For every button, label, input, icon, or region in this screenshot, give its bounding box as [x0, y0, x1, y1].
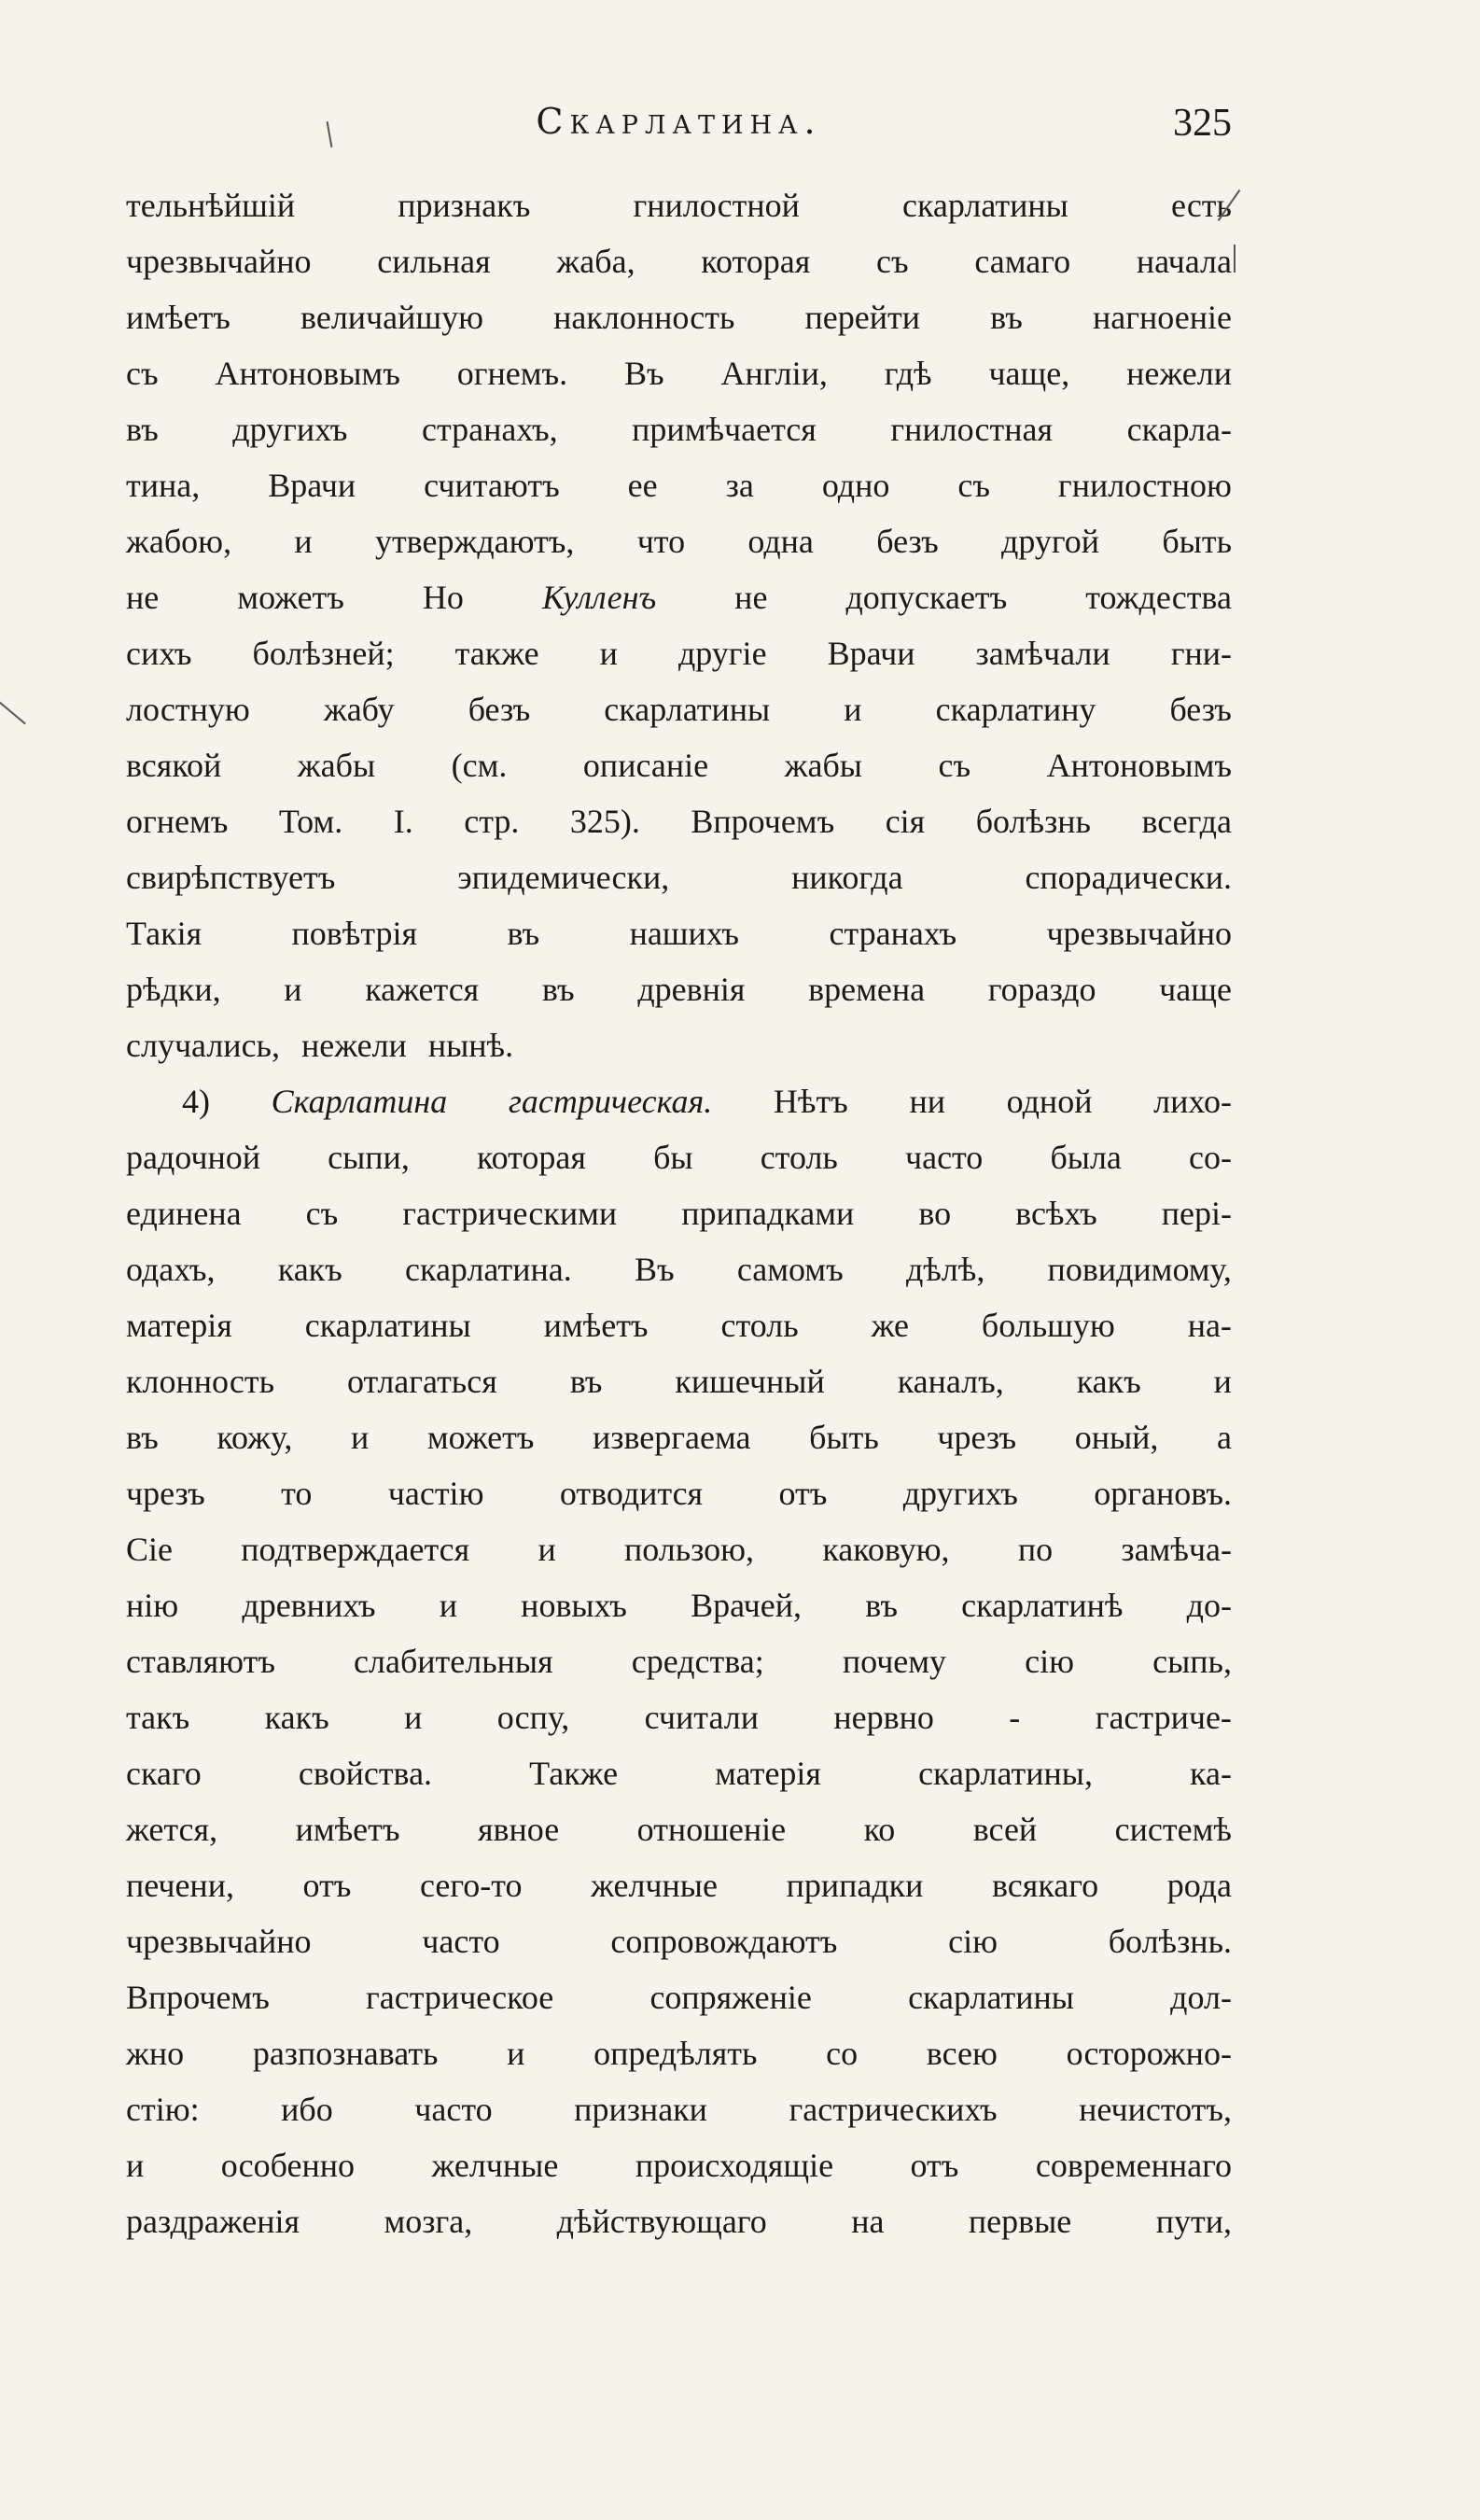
text-line	[126, 289, 1232, 345]
word: разпознавать	[252, 2035, 439, 2072]
word: чрезъ	[937, 1419, 1017, 1456]
word: по	[1017, 1531, 1054, 1568]
word: Скарлатина	[271, 1083, 448, 1120]
word: другіе	[677, 635, 767, 672]
word: признакъ	[398, 187, 531, 224]
word: не	[126, 579, 160, 616]
word: одна	[747, 523, 814, 560]
word: считали	[644, 1699, 759, 1736]
text-line	[126, 905, 1232, 961]
word: Впрочемъ	[691, 803, 835, 840]
word: припадки	[786, 1867, 924, 1904]
word: отводится	[559, 1475, 704, 1512]
word: же	[871, 1307, 909, 1344]
word: считаютъ	[424, 467, 560, 504]
word: особенно	[220, 2147, 355, 2184]
page-header	[126, 101, 1232, 157]
word: гастриче-	[1095, 1699, 1232, 1736]
word: происходящіе	[635, 2147, 834, 2184]
word: отлагаться	[346, 1363, 497, 1400]
word: всякой	[126, 747, 222, 784]
word: дѣйствующаго	[556, 2203, 767, 2240]
word: извергаема	[593, 1419, 751, 1456]
word: подтверждается	[241, 1531, 470, 1568]
word: ставляютъ	[126, 1643, 275, 1680]
text-line	[126, 1353, 1232, 1409]
word: одно	[821, 467, 890, 504]
word: гастрическая.	[508, 1083, 713, 1120]
word: дол-	[1170, 1979, 1232, 2016]
word: столь	[720, 1307, 799, 1344]
word: Въ	[634, 1251, 675, 1288]
word: на-	[1187, 1307, 1232, 1344]
word: перейти	[804, 299, 921, 336]
word: странахъ,	[421, 411, 558, 448]
word: желчные	[431, 2147, 559, 2184]
word: печени,	[126, 1867, 234, 1904]
word: въ	[865, 1587, 898, 1624]
word: замѣча-	[1121, 1531, 1232, 1568]
word: другой	[1001, 523, 1100, 560]
word: Нѣтъ	[773, 1083, 848, 1120]
word: нашихъ	[629, 915, 740, 952]
word: кожу,	[216, 1419, 293, 1456]
word: болѣзнь	[975, 803, 1091, 840]
word: древнихъ	[242, 1587, 376, 1624]
word: такъ	[126, 1699, 190, 1736]
text-line	[126, 1801, 1232, 1857]
word: часто	[422, 1923, 500, 1960]
word: за	[725, 467, 754, 504]
word: сію	[948, 1923, 998, 1960]
word: стію:	[126, 2091, 200, 2128]
word: сопровождаютъ	[610, 1923, 838, 1960]
word: всей	[972, 1811, 1038, 1848]
word: сію	[1025, 1643, 1075, 1680]
word: современнаго	[1035, 2147, 1232, 2184]
word: ка-	[1190, 1755, 1232, 1792]
word: нервно	[833, 1699, 934, 1736]
text-line	[126, 1129, 1232, 1185]
word: системѣ	[1114, 1811, 1232, 1848]
word: сопряженіе	[649, 1979, 812, 2016]
word: времена	[808, 971, 926, 1008]
word: скарлатины	[901, 187, 1068, 224]
text-line	[126, 2025, 1232, 2081]
word: гнилостной	[633, 187, 800, 224]
word: пути,	[1155, 2203, 1232, 2240]
word: скарлатины,	[918, 1755, 1093, 1792]
word: гастрическими	[402, 1195, 618, 1232]
word: что	[636, 523, 686, 560]
word: чрезвычайно	[126, 243, 312, 280]
word: а	[1217, 1419, 1232, 1456]
word: можетъ	[426, 1419, 535, 1456]
word: Но	[422, 579, 464, 616]
word: всегда	[1141, 803, 1232, 840]
word: быть	[809, 1419, 879, 1456]
word: одахъ,	[126, 1251, 216, 1288]
word: Врачей,	[691, 1587, 802, 1624]
word: во	[918, 1195, 952, 1232]
word: отъ	[302, 1867, 352, 1904]
text-line	[126, 1017, 1232, 1073]
word: до-	[1186, 1587, 1232, 1624]
word: которая	[476, 1139, 586, 1176]
word: всею	[926, 2035, 998, 2072]
word: чрезъ	[126, 1475, 205, 1512]
word: гдѣ	[884, 355, 932, 392]
word: опредѣлять	[593, 2035, 758, 2072]
word: имѣетъ	[543, 1307, 649, 1344]
text-line	[126, 1969, 1232, 2025]
word: въ	[990, 299, 1023, 336]
word: частію	[387, 1475, 484, 1512]
word: Сіе	[126, 1531, 173, 1568]
word: стр.	[464, 803, 520, 840]
word: ко	[863, 1811, 896, 1848]
word: въ	[569, 1363, 603, 1400]
word: жется,	[126, 1811, 218, 1848]
word: и	[538, 1531, 556, 1568]
word: лихо-	[1153, 1083, 1232, 1120]
word: раздраженія	[126, 2203, 300, 2240]
word: часто	[414, 2091, 493, 2128]
word: столь	[760, 1139, 838, 1176]
text-line	[126, 961, 1232, 1017]
running-title: Скарлатина.	[536, 101, 822, 142]
margin-mark	[1234, 245, 1236, 273]
word: самомъ	[736, 1251, 844, 1288]
word: рода	[1166, 1867, 1232, 1904]
text-line	[126, 737, 1232, 793]
word: часто	[904, 1139, 984, 1176]
word: почему	[842, 1643, 947, 1680]
text-line	[126, 1745, 1232, 1801]
word: имѣетъ	[126, 299, 230, 336]
text-line	[126, 2193, 1232, 2249]
word: въ	[126, 1419, 159, 1456]
word: древнія	[637, 971, 746, 1008]
word: и	[126, 2147, 145, 2184]
word: скарлатины	[304, 1307, 471, 1344]
word: наклонность	[553, 299, 735, 336]
word: сія	[885, 803, 926, 840]
text-line	[126, 1857, 1232, 1913]
word: утверждаютъ,	[374, 523, 575, 560]
word: свойства.	[298, 1755, 433, 1792]
text-line	[126, 1185, 1232, 1241]
word: Врачи	[827, 635, 915, 672]
word: слабительныя	[354, 1643, 553, 1680]
text-line	[126, 1633, 1232, 1689]
word: кишечный	[675, 1363, 825, 1400]
word: первые	[968, 2203, 1072, 2240]
word: сыпи,	[328, 1139, 410, 1176]
word: также	[454, 635, 539, 672]
word: болѣзней;	[252, 635, 395, 672]
word: повидимому,	[1047, 1251, 1232, 1288]
word: Антоновымъ	[215, 355, 400, 392]
text-line	[126, 1913, 1232, 1969]
line-text: случались, нежели нынѣ.	[126, 1027, 514, 1064]
word: каковую,	[822, 1531, 950, 1568]
word: жабы	[784, 747, 862, 784]
word: тина,	[126, 467, 201, 504]
word: не	[734, 579, 768, 616]
word: и	[844, 691, 862, 728]
word: большую	[981, 1307, 1115, 1344]
word: скарлатинѣ	[961, 1587, 1124, 1624]
word: клонность	[126, 1363, 275, 1400]
text-line	[126, 1241, 1232, 1297]
word: имѣетъ	[295, 1811, 400, 1848]
word: какъ	[277, 1251, 342, 1288]
word: 4)	[182, 1083, 210, 1120]
word: отъ	[910, 2147, 959, 2184]
word: ее	[627, 467, 658, 504]
text-line	[126, 849, 1232, 905]
text-line	[126, 793, 1232, 849]
word: жно	[126, 2035, 185, 2072]
word: радочной	[126, 1139, 260, 1176]
word: какъ	[264, 1699, 329, 1736]
word: матерія	[715, 1755, 821, 1792]
word: Том.	[278, 803, 343, 840]
word: бы	[653, 1139, 693, 1176]
word: органовъ.	[1094, 1475, 1232, 1512]
word: въ	[126, 411, 159, 448]
word: на	[851, 2203, 885, 2240]
text-line	[126, 569, 1232, 625]
word: ибо	[281, 2091, 333, 2128]
word: всѣхъ	[1015, 1195, 1097, 1232]
word: гастрическихъ	[789, 2091, 998, 2128]
word: нію	[126, 1587, 179, 1624]
word: скарлатину	[935, 691, 1096, 728]
word: повѣтрія	[291, 915, 418, 952]
word: и	[294, 523, 313, 560]
word: и	[284, 971, 302, 1008]
word: гни-	[1170, 635, 1232, 672]
word: пері-	[1161, 1195, 1232, 1232]
word: быть	[1162, 523, 1232, 560]
word: скарлатины	[604, 691, 771, 728]
word: новыхъ	[521, 1587, 627, 1624]
word: чрезвычайно	[126, 1923, 312, 1960]
word: примѣчается	[632, 411, 817, 448]
word: желчные	[591, 1867, 718, 1904]
word: жабу	[323, 691, 395, 728]
text-line	[126, 1521, 1232, 1577]
word: гастрическое	[366, 1979, 554, 2016]
word: начала	[1136, 243, 1232, 280]
word: скарлатина.	[405, 1251, 572, 1288]
word: огнемъ.	[456, 355, 568, 392]
word: средства;	[631, 1643, 764, 1680]
word: кажется	[365, 971, 480, 1008]
word: мозга,	[384, 2203, 473, 2240]
word: сего-то	[420, 1867, 523, 1904]
word: гнилостною	[1057, 467, 1232, 504]
text-line	[126, 1073, 1232, 1129]
text-line	[126, 2137, 1232, 2193]
word: описаніе	[582, 747, 709, 784]
word: признаки	[574, 2091, 707, 2128]
word: нечистотъ,	[1079, 2091, 1232, 2128]
word: сихъ	[126, 635, 192, 672]
word: въ	[507, 915, 540, 952]
word: осторожно-	[1066, 2035, 1232, 2072]
word: скаго	[126, 1755, 202, 1792]
word: другихъ	[232, 411, 348, 448]
text-line	[126, 177, 1232, 233]
word: Такія	[126, 915, 202, 952]
word: жабою,	[126, 523, 232, 560]
word: спорадически.	[1025, 859, 1232, 896]
word: съ	[938, 747, 971, 784]
text-line	[126, 1577, 1232, 1633]
word: тельнѣйшій	[126, 187, 296, 224]
body-text	[126, 177, 1232, 2249]
word: нагноеніе	[1093, 299, 1232, 336]
word: и	[404, 1699, 423, 1736]
word: скарла-	[1126, 411, 1232, 448]
word: всякаго	[992, 1867, 1099, 1904]
word: въ	[541, 971, 575, 1008]
word: Впрочемъ	[126, 1979, 270, 2016]
word: и	[439, 1587, 457, 1624]
word: величайшую	[300, 299, 484, 336]
word: единена	[126, 1195, 242, 1232]
word: Въ	[623, 355, 664, 392]
word: оспу,	[496, 1699, 570, 1736]
word: каналъ,	[897, 1363, 1004, 1400]
text-line	[126, 233, 1232, 289]
word: ни	[909, 1083, 945, 1120]
word: другихъ	[902, 1475, 1018, 1512]
word: и	[599, 635, 618, 672]
text-line	[126, 457, 1232, 513]
word: сильная	[377, 243, 491, 280]
page-number: 325	[1173, 102, 1232, 145]
word: безъ	[1169, 691, 1232, 728]
word: безъ	[468, 691, 531, 728]
word: Врачи	[268, 467, 356, 504]
word: какъ	[1076, 1363, 1141, 1400]
word: съ	[305, 1195, 339, 1232]
word: съ	[876, 243, 909, 280]
word: болѣзнь.	[1108, 1923, 1232, 1960]
word: чаще	[1159, 971, 1232, 1008]
word: то	[281, 1475, 313, 1512]
word: огнемъ	[126, 803, 229, 840]
word: припадками	[681, 1195, 855, 1232]
text-line	[126, 681, 1232, 737]
word: явное	[477, 1811, 560, 1848]
word: чрезвычайно	[1046, 915, 1232, 952]
word: съ	[126, 355, 159, 392]
word: допускаетъ	[845, 579, 1008, 616]
word: безъ	[876, 523, 939, 560]
word: жаба,	[556, 243, 635, 280]
word: со	[826, 2035, 859, 2072]
margin-mark	[0, 689, 26, 725]
word: есть	[1170, 187, 1232, 224]
word: была	[1050, 1139, 1122, 1176]
word: -	[1009, 1699, 1021, 1736]
word: замѣчали	[975, 635, 1110, 672]
word: рѣдки,	[126, 971, 221, 1008]
word: чаще,	[988, 355, 1070, 392]
word: Англіи,	[720, 355, 828, 392]
word: и	[1213, 1363, 1232, 1400]
word: матерія	[126, 1307, 232, 1344]
word: Антоновымъ	[1046, 747, 1232, 784]
word: 325).	[569, 803, 640, 840]
word: скарлатины	[908, 1979, 1074, 2016]
word: и	[507, 2035, 525, 2072]
word: Также	[529, 1755, 619, 1792]
word: со-	[1189, 1139, 1232, 1176]
text-line	[126, 1465, 1232, 1521]
text-line	[126, 2081, 1232, 2137]
text-line	[126, 401, 1232, 457]
word: I.	[393, 803, 413, 840]
word: свирѣпствуетъ	[126, 859, 336, 896]
text-line	[126, 1297, 1232, 1353]
word: нежели	[1126, 355, 1232, 392]
word: можетъ	[237, 579, 344, 616]
text-line	[126, 1409, 1232, 1465]
word: отношеніе	[636, 1811, 787, 1848]
word: Кулленъ	[541, 579, 657, 616]
word: сыпь,	[1152, 1643, 1232, 1680]
word: отъ	[778, 1475, 828, 1512]
word: пользою,	[623, 1531, 755, 1568]
word: одной	[1006, 1083, 1093, 1120]
word: гораздо	[987, 971, 1096, 1008]
text-line	[126, 345, 1232, 401]
word: гнилостная	[890, 411, 1054, 448]
word: самаго	[974, 243, 1071, 280]
word: лостную	[126, 691, 250, 728]
text-line	[126, 625, 1232, 681]
word: которая	[701, 243, 811, 280]
text-line	[126, 1689, 1232, 1745]
word: оный,	[1074, 1419, 1159, 1456]
text-line	[126, 513, 1232, 569]
word: тождества	[1085, 579, 1232, 616]
word: странахъ	[829, 915, 957, 952]
word: дѣлѣ,	[905, 1251, 985, 1288]
word: (см.	[451, 747, 508, 784]
word: и	[350, 1419, 370, 1456]
word: никогда	[791, 859, 903, 896]
word: эпидемически,	[457, 859, 670, 896]
word: жабы	[297, 747, 376, 784]
word: съ	[957, 467, 990, 504]
